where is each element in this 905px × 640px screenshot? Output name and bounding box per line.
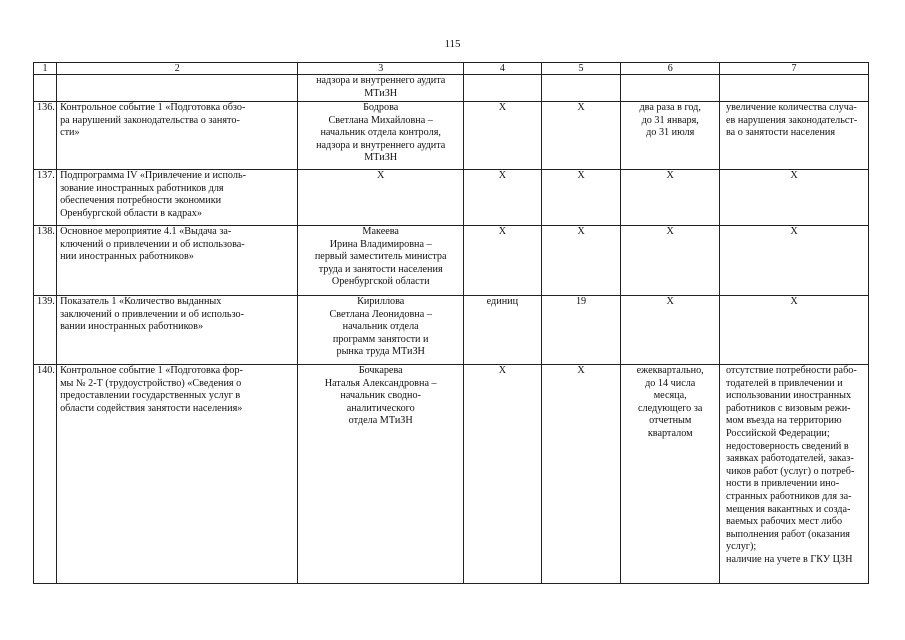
row-event: Контрольное событие 1 «Подготовка обзо- ра нарушений законодательства о занято- сти»	[57, 102, 298, 170]
row-col6: два раза в год, до 31 января, до 31 июля	[621, 102, 720, 170]
row-col7: Х	[720, 296, 869, 365]
row-col4: Х	[464, 365, 542, 584]
table-row	[34, 296, 869, 365]
row-col5	[541, 75, 621, 102]
column-header: 7	[720, 63, 869, 75]
row-number: 138.	[34, 226, 57, 296]
row-col5: Х	[541, 170, 621, 226]
row-responsible: Макеева Ирина Владимировна – первый заместитель министра труда и занятости населения Оренбургской области	[298, 226, 464, 296]
row-col4	[464, 75, 542, 102]
row-responsible: Кириллова Светлана Леонидовна – начальник отдела программ занятости и рынка труда МТиЗН	[298, 296, 464, 365]
row-responsible: надзора и внутреннего аудита МТиЗН	[298, 75, 464, 102]
row-col4: Х	[464, 226, 542, 296]
row-col6: Х	[621, 296, 720, 365]
row-col7: отсутствие потребности рабо- тодателей в привлечении и использовании иностранных работников с визовым режи- мом въезда на территорию Российской Федерации; недостоверность сведений в заявках работодателей, заказ- чиков работ (услуг) о потреб- ности в привлечении ино- странных работников для за- мещения вакантных и созда- ваемых рабочих мест либо выполнения работ (оказания услуг); наличие на учете в ГКУ ЦЗН	[720, 365, 869, 584]
row-col7: Х	[720, 170, 869, 226]
column-header: 6	[621, 63, 720, 75]
row-event: Показатель 1 «Количество выданных заключений о привлечении и об использо- вании иностранных работников»	[57, 296, 298, 365]
row-col4: единиц	[464, 296, 542, 365]
row-col7: увеличение количества случа- ев нарушения законодательст- ва о занятости населения	[720, 102, 869, 170]
page-number: 115	[444, 38, 461, 50]
row-event: Подпрограмма IV «Привлечение и исполь- зование иностранных работников для обеспечения потребности экономики Оренбургской области в кадрах»	[57, 170, 298, 226]
row-col7	[720, 75, 869, 102]
table-row	[34, 170, 869, 226]
row-number: 136.	[34, 102, 57, 170]
row-event	[57, 75, 298, 102]
row-responsible: Бочкарева Наталья Александровна – начальник сводно- аналитического отдела МТиЗН	[298, 365, 464, 584]
table-row	[34, 365, 869, 584]
column-header: 1	[34, 63, 57, 75]
row-col4: Х	[464, 102, 542, 170]
row-number: 140.	[34, 365, 57, 584]
row-col5: Х	[541, 102, 621, 170]
table-row	[34, 226, 869, 296]
row-responsible: Х	[298, 170, 464, 226]
column-header: 3	[298, 63, 464, 75]
column-number-header	[34, 63, 869, 75]
row-col4: Х	[464, 170, 542, 226]
row-number: 139.	[34, 296, 57, 365]
row-event: Основное мероприятие 4.1 «Выдача за- ключений о привлечении и об использова- нии иностранных работников»	[57, 226, 298, 296]
row-number: 137.	[34, 170, 57, 226]
column-header: 5	[541, 63, 621, 75]
row-responsible: Бодрова Светлана Михайловна – начальник отдела контроля, надзора и внутреннего аудита МТиЗН	[298, 102, 464, 170]
row-col6: Х	[621, 170, 720, 226]
table-row	[34, 75, 869, 102]
table-row	[34, 102, 869, 170]
row-col7: Х	[720, 226, 869, 296]
row-col5: Х	[541, 365, 621, 584]
row-col6: ежеквартально, до 14 числа месяца, следующего за отчетным кварталом	[621, 365, 720, 584]
row-col6	[621, 75, 720, 102]
row-number	[34, 75, 57, 102]
row-col6: Х	[621, 226, 720, 296]
column-header: 4	[464, 63, 542, 75]
row-col5: 19	[541, 296, 621, 365]
plan-table	[33, 62, 869, 584]
row-event: Контрольное событие 1 «Подготовка фор- мы № 2-Т (трудоустройство) «Сведения о предоставлении государственных услуг в области содействия занятости населения»	[57, 365, 298, 584]
column-header: 2	[57, 63, 298, 75]
row-col5: Х	[541, 226, 621, 296]
